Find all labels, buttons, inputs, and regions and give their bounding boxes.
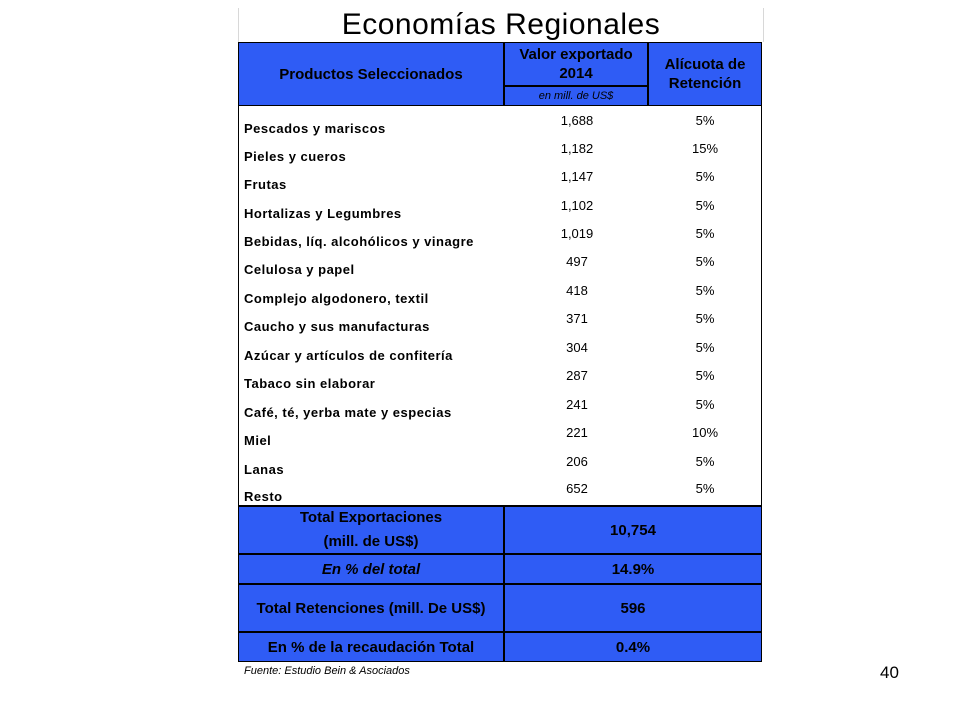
table-row [239,478,761,506]
row-value: 304 [566,340,588,355]
row-product: Pieles y cueros [244,149,347,164]
header-value-line1: Valor exportado [519,46,633,63]
total-exports-label-cell [238,506,504,554]
table-row [239,308,761,336]
pct-collection-value-cell [504,632,762,662]
row-product: Caucho y sus manufacturas [244,319,430,334]
row-product: Lanas [244,462,285,477]
table-body [238,106,762,506]
row-value: 652 [566,481,588,496]
row-product: Hortalizas y Legumbres [244,206,402,221]
header-export-value [504,42,648,86]
row-rate: 5% [695,311,715,326]
total-exports-line2: (mill. de US$) [323,533,419,550]
table-row [239,365,761,393]
row-value: 1,182 [560,141,594,156]
table-row [239,223,761,251]
table-row [239,280,761,308]
row-value: 206 [566,454,588,469]
header-units [504,86,648,106]
row-product: Azúcar y artículos de confitería [244,348,453,363]
row-product: Miel [244,433,272,448]
total-retentions-label-cell [238,584,504,632]
row-product: Tabaco sin elaborar [244,376,376,391]
table-row [239,166,761,194]
header-rate-line2: Retención [668,75,742,92]
table-row [239,195,761,223]
pct-total-label-cell [238,554,504,584]
header-products-label: Productos Seleccionados [279,65,463,83]
pct-total-value-cell [504,554,762,584]
table-row [239,138,761,166]
row-product: Pescados y mariscos [244,121,386,136]
pct-total-label: En % del total [321,560,421,578]
row-value: 1,019 [560,226,594,241]
total-retentions-value: 596 [620,599,646,617]
regional-economies-table [238,8,762,662]
row-value: 1,147 [560,169,594,184]
row-rate: 5% [695,368,715,383]
header-products [238,42,504,106]
pct-collection-label-cell [238,632,504,662]
row-value: 1,688 [560,113,594,128]
header-value-line2: 2014 [559,65,593,82]
total-exports-line1: Total Exportaciones [299,509,443,526]
row-rate: 5% [695,397,715,412]
row-product: Bebidas, líq. alcohólicos y vinagre [244,234,474,249]
header-retention-rate [648,42,762,106]
row-rate: 15% [691,141,719,156]
table-title: Economías Regionales [238,8,764,42]
row-value: 418 [566,283,588,298]
row-product: Café, té, yerba mate y especias [244,405,452,420]
total-exports-value: 10,754 [610,521,656,539]
row-product: Celulosa y papel [244,262,355,277]
row-rate: 5% [695,169,715,184]
row-value: 1,102 [560,198,594,213]
table-row [239,251,761,279]
row-product: Frutas [244,177,287,192]
row-rate: 5% [695,226,715,241]
page-number: 40 [880,663,899,682]
row-value: 241 [566,397,588,412]
row-rate: 5% [695,254,715,269]
table-row [239,394,761,422]
row-rate: 5% [695,198,715,213]
row-rate: 10% [691,425,719,440]
row-value: 287 [566,368,588,383]
table-row [239,451,761,479]
row-value: 497 [566,254,588,269]
header-units-label: en mill. de US$ [538,90,614,102]
row-rate: 5% [695,283,715,298]
table-row [239,422,761,450]
table-row [239,110,761,138]
pct-collection-label: En % de la recaudación Total [267,638,475,656]
row-rate: 5% [695,113,715,128]
row-product: Complejo algodonero, textil [244,291,429,306]
table-row [239,337,761,365]
row-rate: 5% [695,454,715,469]
total-exports-value-cell [504,506,762,554]
source-note: Fuente: Estudio Bein & Asociados [244,665,410,677]
row-value: 221 [566,425,588,440]
row-rate: 5% [695,340,715,355]
total-retentions-label: Total Retenciones (mill. De US$) [256,599,486,617]
total-retentions-value-cell [504,584,762,632]
pct-total-value: 14.9% [611,560,655,578]
row-value: 371 [566,311,588,326]
pct-collection-value: 0.4% [615,638,651,656]
row-rate: 5% [695,481,715,496]
row-product: Resto [244,489,283,504]
header-rate-line1: Alícuota de [664,56,746,73]
